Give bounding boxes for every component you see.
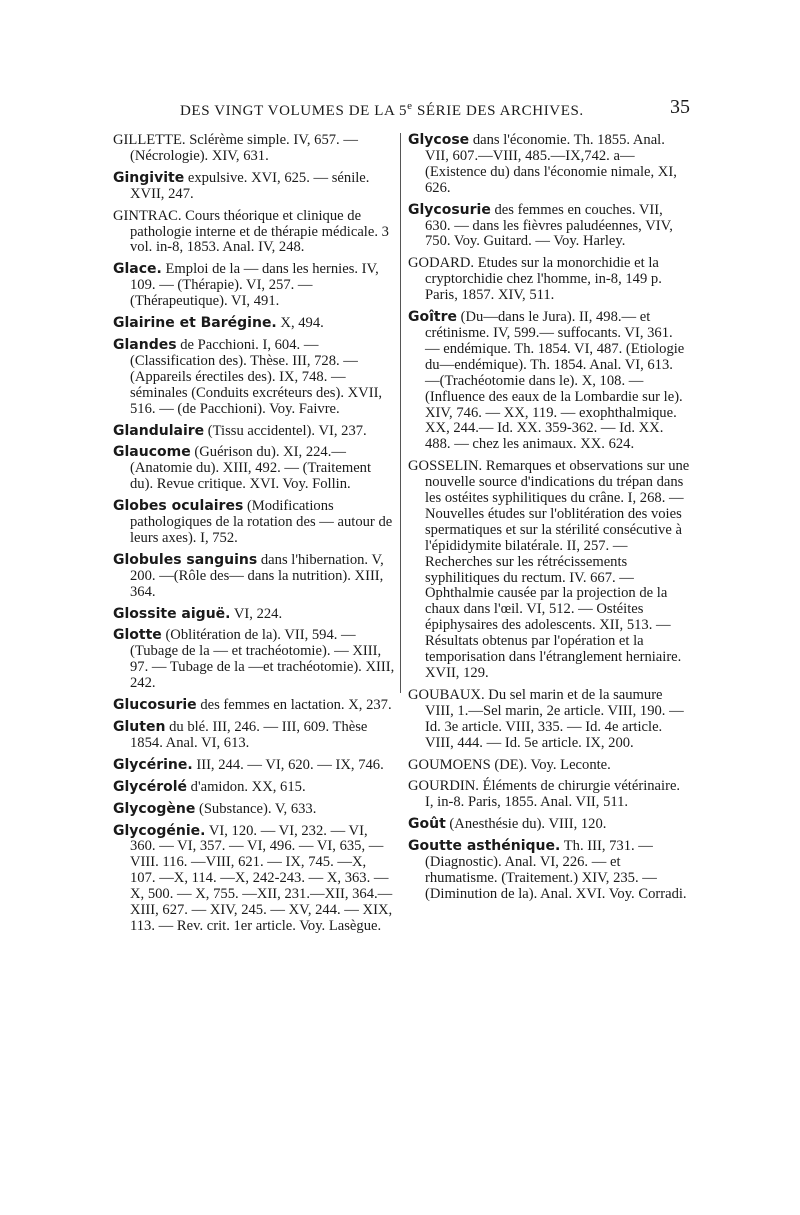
entry-heading: Goût <box>408 816 446 833</box>
index-entry <box>113 607 395 623</box>
entry-references: Cours théorique et clinique de pathologie interne et de thérapie médicale. 3 vol. in-8, 1853. Anal. IV, 248. <box>130 207 389 256</box>
index-entry <box>113 758 395 774</box>
entry-heading: GILLETTE. <box>113 132 186 148</box>
entry-heading: Goutte asthénique. <box>408 838 561 855</box>
entry-references: Th. III, 731. — (Diagnostic). Anal. VI, 226. — et rhumatisme. (Traitement.) XIV, 235. — (Diminution de la). Anal. XVI. Voy. Corradi. <box>425 838 687 902</box>
index-entry <box>408 839 690 903</box>
entry-references: Éléments de chirurgie vétérinaire. I, in-8. Paris, 1855. Anal. VII, 511. <box>425 778 681 811</box>
entry-references: (Modifications pathologiques de la rotation des — autour de leurs axes). I, 752. <box>130 498 393 546</box>
index-entry <box>113 424 395 440</box>
entry-references: des femmes en lactation. X, 237. <box>196 697 392 714</box>
index-entry <box>408 779 690 811</box>
running-title <box>180 100 584 120</box>
running-title-end: SÉRIE DES ARCHIVES. <box>412 103 584 119</box>
entry-heading: Glaucome <box>113 444 191 461</box>
entry-references: de Pacchioni. I, 604. — (Classification des). Thèse. III, 728. —(Appareils érectiles des). IX, 748. — séminales (Conduits excréteurs des). XVII, 516. — (de Pacchioni). Voy. Faivre. <box>130 336 383 417</box>
entry-heading: GOUBAUX. <box>408 686 485 703</box>
page-header <box>110 96 690 126</box>
entry-heading: Glycogène <box>113 800 196 817</box>
entry-references: (Guérison du). XI, 224.— (Anatomie du). XIII, 492. — (Traitement du). Revue critique. XVI. Voy. Follin. <box>130 444 372 493</box>
entry-heading: Gluten <box>113 719 166 735</box>
index-entry <box>408 817 690 833</box>
entry-references: (Tissu accidentel). VI, 237. <box>204 422 367 439</box>
entry-references: Remarques et observations sur une nouvelle source d'indications du trépan dans les ostéites syphilitiques du crâne. I, 268. — Nouvelles études sur l'oblitération des voies spermatiques et sur la stérilité consécutive à l'épididymite bilatérale. II, 257. — Recherches sur les rétrécissements syphilitiques du rectum. IV. 667. — Ophthalmie causée par la projection de la chaux dans l'œil. VI, 512. — Ostéites épiphysaires des adolescents. XII, 513. — Résultats obtenus par l'opération et la temporisation dans l'étranglement herniaire. XVII, 129. <box>425 458 690 681</box>
index-entry <box>113 445 395 493</box>
entry-heading: Glycogénie. <box>113 822 206 839</box>
index-entry <box>113 824 395 935</box>
entry-references: Emploi de la — dans les hernies. IV, 109. — (Thérapie). VI, 257. — (Thérapeutique). VI, 491. <box>130 261 379 310</box>
entry-references: III, 244. — VI, 620. — IX, 746. <box>192 756 384 773</box>
entry-heading: Globules sanguins <box>113 551 258 568</box>
index-entry <box>113 802 395 818</box>
entry-heading: Glycérolé <box>113 778 188 795</box>
entry-heading: GOURDIN. <box>408 778 479 795</box>
entry-heading: Glairine et Barégine. <box>113 315 277 332</box>
entry-heading: Glace. <box>113 261 162 278</box>
column-divider <box>400 133 401 693</box>
entry-references: (Du—dans le Jura). II, 498.— et crétinisme. IV, 599.— suffocants. VI, 361. — endémique. Th. 1854. VI, 487. (Etiologie du—endémique). Th. 1854. Anal. VI, 613. —(Trachéotomie dans le). X, 108. — (Influence des eaux de la Lombardie sur le). XIV, 746. — XX, 119. — exophthalmique. XX, 244.— Id. XX. 359-362. — Id. XX. 488. — chez les animaux. XX. 624. <box>425 309 685 453</box>
entry-heading: Glossite aiguë. <box>113 605 231 622</box>
index-entry <box>113 720 395 752</box>
index-entry <box>113 133 395 165</box>
entry-references: dans l'économie. Th. 1855. Anal. VII, 607.—VIII, 485.—IX,742. a— (Existence du) dans l'économie nimale, XI, 626. <box>425 132 677 196</box>
entry-references: Sclérème simple. IV, 657. — (Nécrologie). XIV, 631. <box>130 132 358 164</box>
running-title-main: DES VINGT VOLUMES DE LA 5 <box>180 103 408 119</box>
index-entry <box>408 758 690 774</box>
entry-heading: Glotte <box>113 627 162 644</box>
index-entry <box>113 628 395 692</box>
entry-references: d'amidon. XX, 615. <box>187 778 306 795</box>
entry-heading: GODARD. <box>408 255 475 272</box>
entry-heading: Gingivite <box>113 169 185 186</box>
entry-heading: Glandes <box>113 336 177 353</box>
entry-heading: Globes oculaires <box>113 498 244 515</box>
running-title-superscript: e <box>407 100 413 112</box>
entry-heading: Glycosurie <box>408 201 491 218</box>
entry-heading: GOUMOENS <box>408 756 491 773</box>
right-column <box>408 133 690 909</box>
index-entry <box>408 688 690 752</box>
index-entry <box>113 171 395 203</box>
index-entry <box>113 262 395 310</box>
index-entry <box>113 553 395 601</box>
entry-references: (Substance). V, 633. <box>195 800 317 817</box>
entry-heading: Glycose <box>408 132 470 148</box>
entry-references: des femmes en couches. VII, 630. — dans les fièvres paludéennes, VIV, 750. Voy. Guitard. — Voy. Harley. <box>425 201 673 250</box>
index-entry <box>113 499 395 547</box>
entry-heading: Glycérine. <box>113 756 193 773</box>
entry-references: dans l'hibernation. V, 200. —(Rôle des— dans la nutrition). XIII, 364. <box>130 551 384 600</box>
index-entry <box>408 459 690 682</box>
entry-references: Etudes sur la monorchidie et la cryptorchidie chez l'homme, in-8, 149 p. Paris, 1857. XIV, 511. <box>425 255 662 304</box>
entry-references: VI, 224. <box>230 605 283 622</box>
entry-references: (Anesthésie du). VIII, 120. <box>445 816 607 833</box>
entry-references: du blé. III, 246. — III, 609. Thèse 1854. Anal. VI, 613. <box>130 719 368 751</box>
entry-references: VI, 120. — VI, 232. — VI, 360. — VI, 357. — VI, 496. — VI, 635, —VIII. 116. —VIII, 621. — IX, 745. —X, 107. —X, 114. —X, 242-243. — X, 363. — X, 500. — X, 755. —XII, 231.—XII, 364.—XIII, 627. — XIV, 245. — XV, 244. — XIX, 113. — Rev. crit. 1er article. Voy. Lasègue. <box>130 822 393 934</box>
index-entry <box>408 256 690 304</box>
index-entry <box>113 338 395 418</box>
page-number: 35 <box>670 96 690 118</box>
entry-references: X, 494. <box>276 315 324 332</box>
entry-heading: GINTRAC. <box>113 207 182 224</box>
entry-references: (Oblitération de la). VII, 594. — (Tubage de la — et trachéotomie). — XIII, 97. — Tubage de la —et trachéotomie). XIII, 242. <box>130 627 395 692</box>
entry-heading: GOSSELIN. <box>408 458 483 475</box>
index-entry <box>113 698 395 714</box>
entry-references: (DE). Voy. Leconte. <box>490 756 611 773</box>
index-entry <box>408 310 690 453</box>
left-column <box>113 133 395 941</box>
index-entry <box>113 209 395 257</box>
index-entry <box>408 203 690 251</box>
entry-heading: Glandulaire <box>113 422 205 439</box>
index-entry <box>113 780 395 796</box>
entry-references: expulsive. XVI, 625. — sénile. XVII, 247. <box>130 169 370 202</box>
entry-references: Du sel marin et de la saumure VIII, 1.—Sel marin, 2e article. VIII, 190. — Id. 3e article. VIII, 335. — Id. 4e article. VIII, 444. — Id. 5e article. IX, 200. <box>425 686 684 751</box>
index-entry <box>113 316 395 332</box>
index-entry <box>408 133 690 197</box>
entry-heading: Goître <box>408 309 457 326</box>
entry-heading: Glucosurie <box>113 697 197 714</box>
